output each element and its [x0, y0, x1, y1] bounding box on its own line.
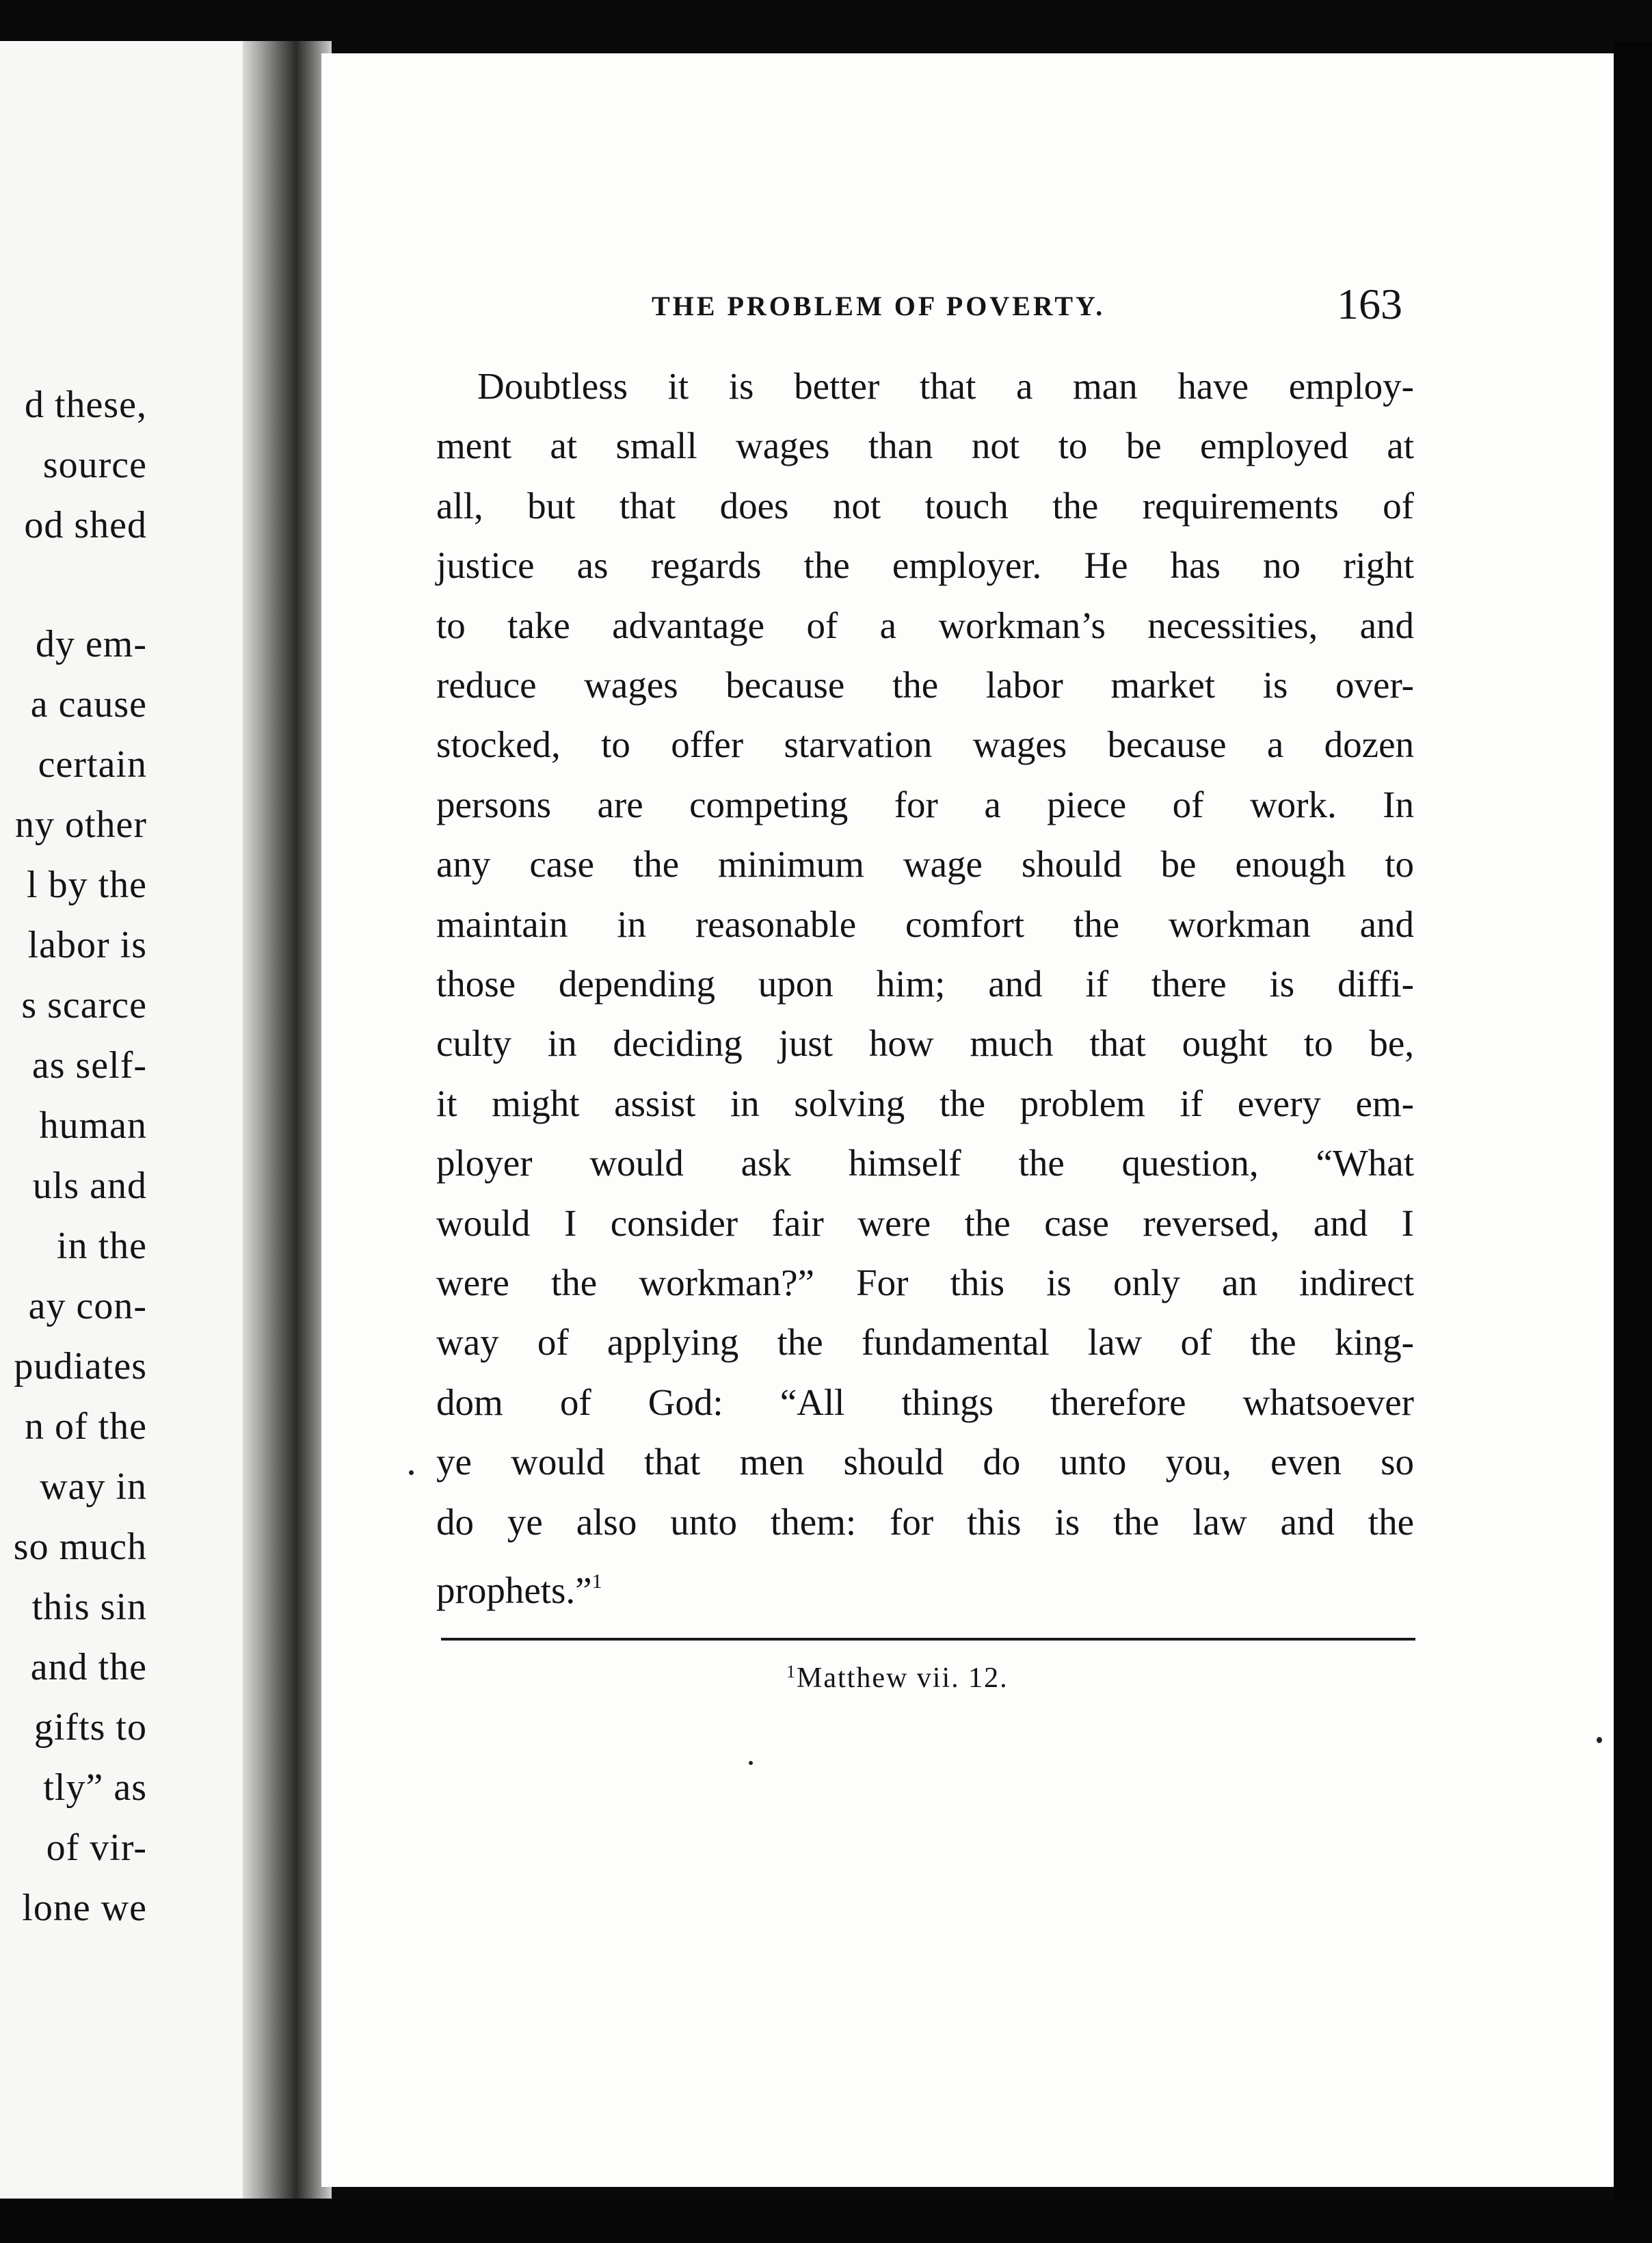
body-line	[436, 1379, 1414, 1426]
footnote	[786, 1662, 1009, 1695]
body-line-text: any case the minimum wage should be enough to	[436, 843, 1414, 886]
body-line	[436, 1020, 1414, 1067]
left-page-line: source	[42, 444, 147, 486]
left-page-line: lone we	[22, 1887, 147, 1929]
left-page-line: ny other	[14, 804, 147, 846]
left-page-line: ay con-	[28, 1285, 147, 1327]
body-line	[436, 960, 1414, 1008]
ink-speck	[1597, 1737, 1602, 1743]
body-line-text: stocked, to offer starvation wages because a dozen	[436, 724, 1414, 766]
left-page-line: this sin	[31, 1586, 147, 1628]
scan-bottom-edge	[0, 2199, 1652, 2243]
left-page-line: tly” as	[43, 1766, 147, 1809]
page-number: 163	[1337, 280, 1402, 328]
scan-right-edge	[1614, 41, 1652, 2205]
footnote-reference[interactable]: 1	[591, 1570, 602, 1593]
body-line-text: maintain in reasonable comfort the workman and	[436, 903, 1414, 945]
running-head: THE PROBLEM OF POVERTY.	[652, 291, 1106, 321]
footnote-marker: 1	[786, 1662, 797, 1682]
left-page-line: labor is	[27, 924, 147, 966]
body-line	[436, 482, 1414, 530]
left-page-line: l by the	[27, 864, 147, 906]
body-line-text: those depending upon him; and if there is diffi-	[436, 963, 1414, 1005]
body-line	[436, 602, 1414, 650]
ink-speck	[749, 1761, 753, 1765]
body-line	[436, 1318, 1414, 1366]
body-line	[436, 422, 1414, 470]
left-page-line: of vir-	[46, 1827, 147, 1869]
body-line	[436, 1080, 1414, 1128]
body-line-text: would I consider fair were the case reversed, and I	[436, 1202, 1414, 1244]
body-line	[477, 362, 1414, 410]
body-line-text: ment at small wages than not to be employed at	[436, 425, 1414, 467]
left-page-line: n of the	[24, 1405, 147, 1448]
body-line	[436, 1438, 1414, 1486]
body-line	[436, 1139, 1414, 1187]
body-line	[436, 840, 1414, 888]
body-line	[436, 542, 1414, 589]
left-page-line: human	[39, 1104, 147, 1147]
left-page	[0, 41, 260, 2205]
left-page-line: way in	[40, 1465, 147, 1508]
body-line-text: it might assist in solving the problem if every em-	[436, 1082, 1414, 1124]
left-page-line: certain	[38, 743, 147, 786]
body-line-text: reduce wages because the labor market is over-	[436, 664, 1414, 706]
body-line-text: do ye also unto them: for this is the law and the	[436, 1500, 1414, 1543]
body-line-text: ployer would ask himself the question, “What	[436, 1142, 1414, 1184]
body-line-text: were the workman?” For this is only an indirect	[436, 1262, 1414, 1303]
body-line-text: persons are competing for a piece of work. In	[436, 783, 1414, 825]
left-page-line: so much	[13, 1526, 147, 1568]
footnote-text: Matthew vii. 12.	[797, 1662, 1009, 1694]
book-gutter-shadow	[243, 41, 332, 2205]
body-line-text: prophets.”	[436, 1569, 592, 1611]
body-line-text: way of applying the fundamental law of the king-	[436, 1321, 1414, 1364]
body-line-text: ye would that men should do unto you, even so	[436, 1441, 1414, 1483]
left-page-line: dy em-	[35, 623, 147, 665]
left-page-line: and the	[30, 1646, 147, 1688]
body-line-text: culty in deciding just how much that ought to be,	[436, 1022, 1414, 1065]
left-page-line: a cause	[30, 683, 147, 726]
body-line-text: dom of God: “All things therefore whatsoever	[436, 1381, 1414, 1423]
body-line	[436, 1259, 1414, 1307]
left-page-line: uls and	[32, 1165, 147, 1207]
body-line	[436, 721, 1414, 769]
body-line	[436, 781, 1414, 829]
body-line	[436, 1199, 1414, 1247]
body-line-text: all, but that does not touch the requirements of	[436, 484, 1414, 527]
body-line-text: Doubtless it is better that a man have employ-	[477, 365, 1414, 407]
ink-speck	[409, 1470, 414, 1475]
left-page-line: gifts to	[34, 1706, 147, 1749]
left-page-line: as self-	[31, 1044, 147, 1087]
body-line	[436, 1558, 1414, 1611]
left-page-line: s scarce	[21, 984, 147, 1026]
body-line-text: justice as regards the employer. He has no right	[436, 544, 1414, 587]
body-line-text: to take advantage of a workman’s necessities, and	[436, 604, 1414, 646]
body-line	[436, 661, 1414, 709]
body-line	[436, 901, 1414, 948]
left-page-line: in the	[57, 1225, 147, 1267]
left-page-line: d these,	[24, 384, 147, 426]
body-line	[436, 1498, 1414, 1546]
left-page-line: od shed	[24, 504, 147, 546]
left-page-line: pudiates	[14, 1345, 147, 1388]
footnote-rule	[441, 1638, 1415, 1641]
